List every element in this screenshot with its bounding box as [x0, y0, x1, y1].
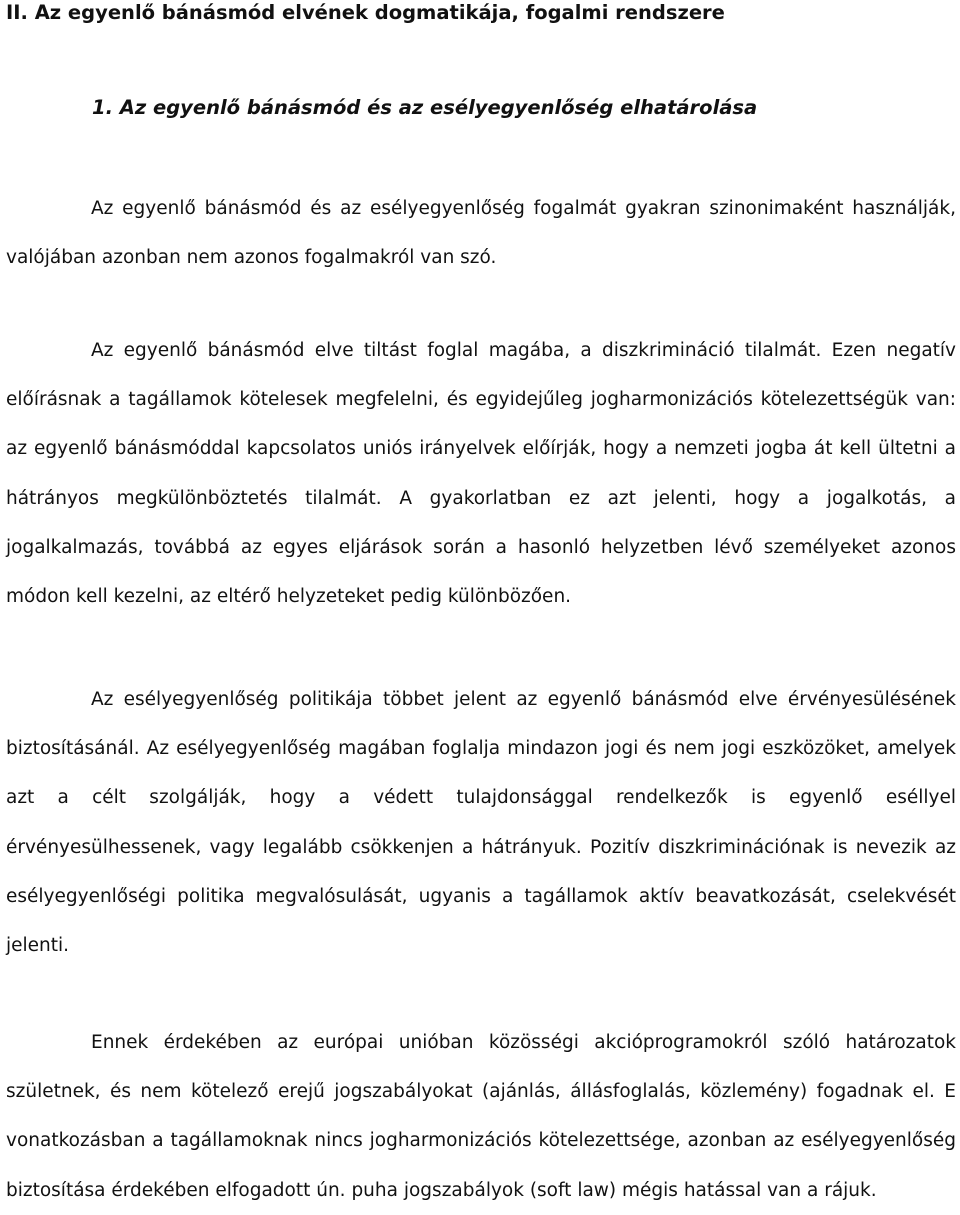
paragraph-2: Az egyenlő bánásmód elve tiltást foglal magába, a diszkrimináció tilalmát. Ezen negatív előírásnak a tagállamok kötelesek megfelelni, és egyidejűleg jogharmonizációs kötelezettségük van: az egyenlő bánásmóddal kapcsolatos uniós irányelvek előírják, hogy a nemzeti jogba át kell ültetni a hátrányos megkülönböztetés tilalmát. A gyakorlatban ez azt jelenti, hogy a jogalkotás, a jogalkalmazás, továbbá az egyes eljárások során a hasonló helyzetben lévő személyeket azonos módon kell kezelni, az eltérő helyzeteket pedig különbözően.: [6, 340, 956, 608]
paragraph-3: Az esélyegyenlőség politikája többet jelent az egyenlő bánásmód elve érvényesülésének biztosításánál. Az esélyegyenlőség magában foglalja mindazon jogi és nem jogi eszközöket, amelyek azt a célt szolgálják, hogy a védett tulajdonsággal rendelkezők is egyenlő eséllyel érvényesülhessenek, vagy legalább csökkenjen a hátrányuk. Pozitív diszkriminációnak is nevezik az esélyegyenlőségi politika megvalósulását, ugyanis a tagállamok aktív beavatkozását, cselekvését jelenti.: [6, 689, 956, 957]
paragraph-1: Az egyenlő bánásmód és az esélyegyenlőség fogalmát gyakran szinonimaként használják, valójában azonban nem azonos fogalmakról van szó.: [6, 198, 956, 269]
subsection-heading: 1. Az egyenlő bánásmód és az esélyegyenlőség elhatárolása: [92, 96, 758, 119]
section-heading: II. Az egyenlő bánásmód elvének dogmatikája, fogalmi rendszere: [6, 1, 725, 24]
paragraph-4: Ennek érdekében az európai unióban közösségi akcióprogramokról szóló határozatok születnek, és nem kötelező erejű jogszabályokat (ajánlás, állásfoglalás, közlemény) fogadnak el. E vonatkozásban a tagállamoknak nincs jogharmonizációs kötelezettsége, azonban az esélyegyenlőség biztosítása érdekében elfogadott ún. puha jogszabályok (soft law) mégis hatással van a rájuk.: [6, 1032, 956, 1201]
